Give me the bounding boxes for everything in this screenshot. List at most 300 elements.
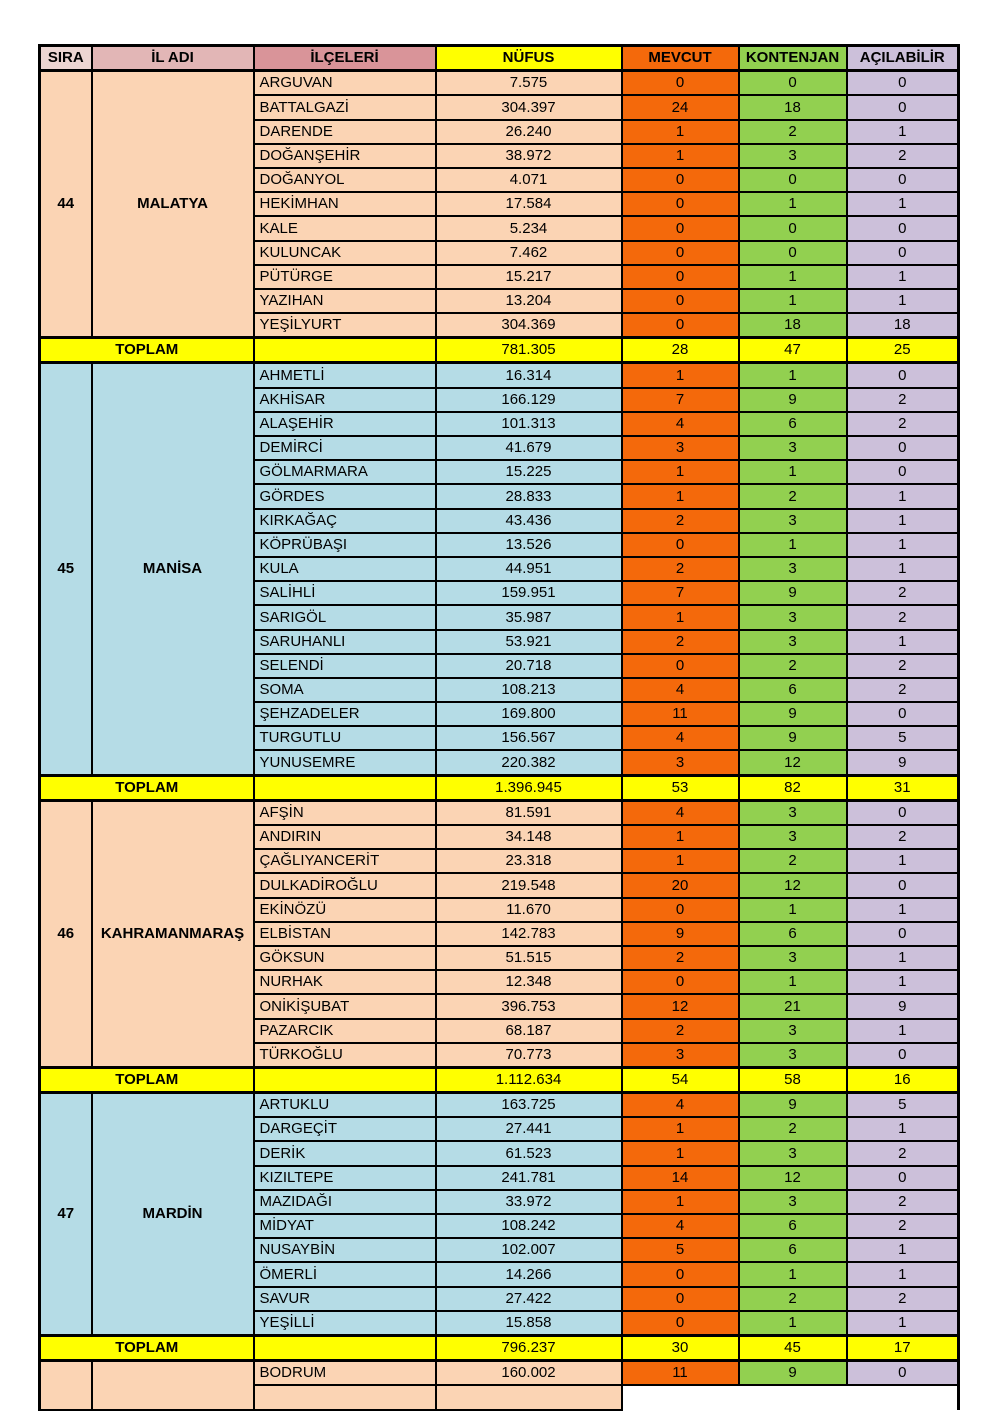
nufus-cell: 23.318: [436, 849, 622, 873]
kontenjan-cell: 0: [739, 241, 847, 265]
nufus-cell: 241.781: [436, 1166, 622, 1190]
nufus-cell: 219.548: [436, 873, 622, 897]
ilce-cell: EKİNÖZÜ: [254, 898, 436, 922]
toplam-ilce-empty: [254, 1335, 436, 1360]
ilce-cell: GÖLMARMARA: [254, 460, 436, 484]
header-row: [40, 46, 959, 71]
kontenjan-cell: 3: [739, 800, 847, 825]
nufus-cell: 220.382: [436, 750, 622, 775]
col-header-acilabilir: AÇILABİLİR: [847, 46, 959, 71]
nufus-cell: 160.002: [436, 1361, 622, 1386]
mevcut-cell: 2: [622, 946, 739, 970]
ilce-cell: PAZARCIK: [254, 1019, 436, 1043]
mevcut-cell: 0: [622, 1287, 739, 1311]
nufus-cell: 108.242: [436, 1214, 622, 1238]
province-district-table: [38, 44, 960, 1411]
ilce-cell: SAVUR: [254, 1287, 436, 1311]
sira-cell: 45: [40, 363, 92, 775]
ilce-cell: DERİK: [254, 1141, 436, 1165]
acilabilir-cell: 1: [847, 849, 959, 873]
mevcut-cell: 3: [622, 436, 739, 460]
kontenjan-cell: 0: [739, 216, 847, 240]
nufus-cell: 14.266: [436, 1262, 622, 1286]
sira-cell: 44: [40, 71, 92, 338]
il-adi-cell: MALATYA: [92, 71, 254, 338]
nufus-cell: 7.575: [436, 71, 622, 96]
mevcut-cell: 0: [622, 654, 739, 678]
mevcut-cell: 0: [622, 168, 739, 192]
acilabilir-cell: 2: [847, 1287, 959, 1311]
acilabilir-cell: 0: [847, 71, 959, 96]
kontenjan-cell: 9: [739, 1361, 847, 1386]
il-adi-cell: MARDİN: [92, 1093, 254, 1336]
mevcut-cell: 0: [622, 216, 739, 240]
toplam-nufus-cell: 781.305: [436, 338, 622, 363]
acilabilir-cell: 9: [847, 750, 959, 775]
kontenjan-cell: 1: [739, 363, 847, 388]
kontenjan-cell: 12: [739, 750, 847, 775]
acilabilir-cell: 2: [847, 825, 959, 849]
nufus-cell: 20.718: [436, 654, 622, 678]
acilabilir-cell: 0: [847, 436, 959, 460]
toplam-ilce-empty: [254, 775, 436, 800]
acilabilir-cell: 0: [847, 702, 959, 726]
ilce-cell: SELENDİ: [254, 654, 436, 678]
kontenjan-cell: 2: [739, 484, 847, 508]
ilce-cell: AFŞİN: [254, 800, 436, 825]
acilabilir-cell: 2: [847, 678, 959, 702]
acilabilir-cell: 1: [847, 509, 959, 533]
ilce-cell: GÖRDES: [254, 484, 436, 508]
kontenjan-cell: 9: [739, 388, 847, 412]
col-header-ilceleri: İLÇELERİ: [254, 46, 436, 71]
stub-cut-cell: [739, 1385, 847, 1409]
district-row: [40, 71, 959, 96]
toplam-row: [40, 1335, 959, 1360]
toplam-mevcut-cell: 53: [622, 775, 739, 800]
ilce-cell: GÖKSUN: [254, 946, 436, 970]
ilce-cell: MAZIDAĞI: [254, 1190, 436, 1214]
toplam-row: [40, 338, 959, 363]
acilabilir-cell: 0: [847, 363, 959, 388]
col-header-nufus: NÜFUS: [436, 46, 622, 71]
kontenjan-cell: 1: [739, 970, 847, 994]
nufus-cell: 11.670: [436, 898, 622, 922]
acilabilir-cell: 1: [847, 1311, 959, 1336]
ilce-cell: TURGUTLU: [254, 726, 436, 750]
kontenjan-cell: 21: [739, 994, 847, 1018]
table-body: [40, 71, 959, 1410]
ilce-cell: DULKADİROĞLU: [254, 873, 436, 897]
nufus-cell: 102.007: [436, 1238, 622, 1262]
ilce-cell: KULA: [254, 557, 436, 581]
kontenjan-cell: 1: [739, 898, 847, 922]
kontenjan-cell: 9: [739, 702, 847, 726]
mevcut-cell: 4: [622, 1093, 739, 1118]
mevcut-cell: 2: [622, 509, 739, 533]
nufus-cell: 28.833: [436, 484, 622, 508]
acilabilir-cell: 1: [847, 557, 959, 581]
toplam-kontenjan-cell: 82: [739, 775, 847, 800]
acilabilir-cell: 0: [847, 1043, 959, 1068]
col-header-kontenjan: KONTENJAN: [739, 46, 847, 71]
toplam-kontenjan-cell: 58: [739, 1067, 847, 1092]
sira-cell: 47: [40, 1093, 92, 1336]
ilce-cell: KÖPRÜBAŞI: [254, 533, 436, 557]
il-adi-cell: [92, 1361, 254, 1410]
mevcut-cell: 7: [622, 581, 739, 605]
district-row: [40, 800, 959, 825]
nufus-cell: 35.987: [436, 605, 622, 629]
toplam-row: [40, 775, 959, 800]
ilce-cell: NUSAYBİN: [254, 1238, 436, 1262]
kontenjan-cell: 6: [739, 1214, 847, 1238]
ilce-cell: MİDYAT: [254, 1214, 436, 1238]
nufus-cell: 5.234: [436, 216, 622, 240]
mevcut-cell: 9: [622, 922, 739, 946]
kontenjan-cell: 18: [739, 313, 847, 338]
kontenjan-cell: 9: [739, 1093, 847, 1118]
toplam-kontenjan-cell: 47: [739, 338, 847, 363]
toplam-nufus-cell: 1.396.945: [436, 775, 622, 800]
kontenjan-cell: 3: [739, 946, 847, 970]
col-header-sira: SIRA: [40, 46, 92, 71]
acilabilir-cell: 1: [847, 289, 959, 313]
nufus-cell: 16.314: [436, 363, 622, 388]
stub-cut-cell: [847, 1385, 959, 1409]
toplam-acilabilir-cell: 16: [847, 1067, 959, 1092]
acilabilir-cell: 2: [847, 144, 959, 168]
kontenjan-cell: 2: [739, 1287, 847, 1311]
acilabilir-cell: 1: [847, 1262, 959, 1286]
nufus-cell: 68.187: [436, 1019, 622, 1043]
toplam-mevcut-cell: 30: [622, 1335, 739, 1360]
mevcut-cell: 11: [622, 1361, 739, 1386]
ilce-cell: SOMA: [254, 678, 436, 702]
ilce-cell: YEŞİLLİ: [254, 1311, 436, 1336]
kontenjan-cell: 3: [739, 630, 847, 654]
nufus-cell: 81.591: [436, 800, 622, 825]
nufus-cell: 41.679: [436, 436, 622, 460]
ilce-cell: ÖMERLİ: [254, 1262, 436, 1286]
kontenjan-cell: 2: [739, 120, 847, 144]
mevcut-cell: 2: [622, 557, 739, 581]
acilabilir-cell: 9: [847, 994, 959, 1018]
col-header-il-adi: İL ADI: [92, 46, 254, 71]
nufus-cell: 15.225: [436, 460, 622, 484]
toplam-acilabilir-cell: 25: [847, 338, 959, 363]
stub-ilce-cell: [254, 1385, 436, 1409]
mevcut-cell: 0: [622, 192, 739, 216]
ilce-cell: BODRUM: [254, 1361, 436, 1386]
acilabilir-cell: 2: [847, 1141, 959, 1165]
acilabilir-cell: 2: [847, 388, 959, 412]
mevcut-cell: 1: [622, 484, 739, 508]
kontenjan-cell: 3: [739, 605, 847, 629]
acilabilir-cell: 0: [847, 800, 959, 825]
kontenjan-cell: 1: [739, 192, 847, 216]
ilce-cell: ALAŞEHİR: [254, 412, 436, 436]
ilce-cell: BATTALGAZİ: [254, 95, 436, 119]
mevcut-cell: 4: [622, 1214, 739, 1238]
ilce-cell: NURHAK: [254, 970, 436, 994]
toplam-label: TOPLAM: [40, 775, 254, 800]
kontenjan-cell: 12: [739, 1166, 847, 1190]
mevcut-cell: 7: [622, 388, 739, 412]
nufus-cell: 15.217: [436, 265, 622, 289]
nufus-cell: 159.951: [436, 581, 622, 605]
mevcut-cell: 4: [622, 678, 739, 702]
nufus-cell: 15.858: [436, 1311, 622, 1336]
ilce-cell: ELBİSTAN: [254, 922, 436, 946]
nufus-cell: 61.523: [436, 1141, 622, 1165]
nufus-cell: 166.129: [436, 388, 622, 412]
mevcut-cell: 3: [622, 750, 739, 775]
acilabilir-cell: 18: [847, 313, 959, 338]
nufus-cell: 169.800: [436, 702, 622, 726]
mevcut-cell: 24: [622, 95, 739, 119]
mevcut-cell: 1: [622, 460, 739, 484]
mevcut-cell: 1: [622, 605, 739, 629]
acilabilir-cell: 0: [847, 1166, 959, 1190]
district-row: [40, 1093, 959, 1118]
nufus-cell: 12.348: [436, 970, 622, 994]
toplam-acilabilir-cell: 17: [847, 1335, 959, 1360]
mevcut-cell: 12: [622, 994, 739, 1018]
mevcut-cell: 0: [622, 241, 739, 265]
nufus-cell: 70.773: [436, 1043, 622, 1068]
kontenjan-cell: 3: [739, 557, 847, 581]
kontenjan-cell: 0: [739, 168, 847, 192]
ilce-cell: KIRKAĞAÇ: [254, 509, 436, 533]
mevcut-cell: 0: [622, 533, 739, 557]
toplam-mevcut-cell: 28: [622, 338, 739, 363]
nufus-cell: 34.148: [436, 825, 622, 849]
ilce-cell: ŞEHZADELER: [254, 702, 436, 726]
acilabilir-cell: 0: [847, 1361, 959, 1386]
toplam-row: [40, 1067, 959, 1092]
mevcut-cell: 3: [622, 1043, 739, 1068]
kontenjan-cell: 18: [739, 95, 847, 119]
ilce-cell: SARIGÖL: [254, 605, 436, 629]
il-adi-cell: KAHRAMANMARAŞ: [92, 800, 254, 1067]
ilce-cell: DOĞANYOL: [254, 168, 436, 192]
nufus-cell: 27.422: [436, 1287, 622, 1311]
toplam-label: TOPLAM: [40, 338, 254, 363]
nufus-cell: 26.240: [436, 120, 622, 144]
nufus-cell: 304.369: [436, 313, 622, 338]
nufus-cell: 44.951: [436, 557, 622, 581]
nufus-cell: 108.213: [436, 678, 622, 702]
acilabilir-cell: 1: [847, 898, 959, 922]
acilabilir-cell: 2: [847, 654, 959, 678]
ilce-cell: KULUNCAK: [254, 241, 436, 265]
kontenjan-cell: 3: [739, 1141, 847, 1165]
mevcut-cell: 1: [622, 144, 739, 168]
ilce-cell: ÇAĞLIYANCERİT: [254, 849, 436, 873]
toplam-ilce-empty: [254, 338, 436, 363]
kontenjan-cell: 3: [739, 1043, 847, 1068]
acilabilir-cell: 1: [847, 192, 959, 216]
kontenjan-cell: 1: [739, 460, 847, 484]
mevcut-cell: 20: [622, 873, 739, 897]
nufus-cell: 396.753: [436, 994, 622, 1018]
acilabilir-cell: 0: [847, 873, 959, 897]
sira-cell: 46: [40, 800, 92, 1067]
acilabilir-cell: 0: [847, 95, 959, 119]
nufus-cell: 27.441: [436, 1117, 622, 1141]
acilabilir-cell: 0: [847, 460, 959, 484]
kontenjan-cell: 1: [739, 1311, 847, 1336]
mevcut-cell: 1: [622, 1141, 739, 1165]
kontenjan-cell: 3: [739, 509, 847, 533]
nufus-cell: 13.204: [436, 289, 622, 313]
ilce-cell: YUNUSEMRE: [254, 750, 436, 775]
ilce-cell: ONİKİŞUBAT: [254, 994, 436, 1018]
nufus-cell: 7.462: [436, 241, 622, 265]
mevcut-cell: 0: [622, 970, 739, 994]
toplam-ilce-empty: [254, 1067, 436, 1092]
nufus-cell: 33.972: [436, 1190, 622, 1214]
document-page: [38, 44, 958, 1411]
ilce-cell: AKHİSAR: [254, 388, 436, 412]
acilabilir-cell: 5: [847, 726, 959, 750]
kontenjan-cell: 9: [739, 726, 847, 750]
ilce-cell: DARGEÇİT: [254, 1117, 436, 1141]
mevcut-cell: 1: [622, 120, 739, 144]
mevcut-cell: 1: [622, 849, 739, 873]
kontenjan-cell: 2: [739, 1117, 847, 1141]
acilabilir-cell: 1: [847, 120, 959, 144]
toplam-nufus-cell: 1.112.634: [436, 1067, 622, 1092]
toplam-nufus-cell: 796.237: [436, 1335, 622, 1360]
acilabilir-cell: 2: [847, 412, 959, 436]
kontenjan-cell: 3: [739, 1019, 847, 1043]
ilce-cell: YEŞİLYURT: [254, 313, 436, 338]
acilabilir-cell: 1: [847, 1238, 959, 1262]
nufus-cell: 304.397: [436, 95, 622, 119]
toplam-mevcut-cell: 54: [622, 1067, 739, 1092]
nufus-cell: 163.725: [436, 1093, 622, 1118]
mevcut-cell: 2: [622, 630, 739, 654]
kontenjan-cell: 6: [739, 678, 847, 702]
district-row: [40, 1361, 959, 1386]
kontenjan-cell: 6: [739, 1238, 847, 1262]
kontenjan-cell: 12: [739, 873, 847, 897]
kontenjan-cell: 1: [739, 533, 847, 557]
acilabilir-cell: 1: [847, 265, 959, 289]
ilce-cell: AHMETLİ: [254, 363, 436, 388]
nufus-cell: 101.313: [436, 412, 622, 436]
mevcut-cell: 1: [622, 1117, 739, 1141]
kontenjan-cell: 2: [739, 849, 847, 873]
kontenjan-cell: 1: [739, 289, 847, 313]
ilce-cell: TÜRKOĞLU: [254, 1043, 436, 1068]
acilabilir-cell: 5: [847, 1093, 959, 1118]
acilabilir-cell: 1: [847, 946, 959, 970]
nufus-cell: 4.071: [436, 168, 622, 192]
acilabilir-cell: 1: [847, 1019, 959, 1043]
acilabilir-cell: 2: [847, 1214, 959, 1238]
kontenjan-cell: 9: [739, 581, 847, 605]
district-row: [40, 363, 959, 388]
mevcut-cell: 0: [622, 265, 739, 289]
mevcut-cell: 0: [622, 1311, 739, 1336]
kontenjan-cell: 3: [739, 436, 847, 460]
ilce-cell: HEKİMHAN: [254, 192, 436, 216]
stub-nufus-cell: [436, 1385, 622, 1409]
nufus-cell: 43.436: [436, 509, 622, 533]
kontenjan-cell: 6: [739, 412, 847, 436]
mevcut-cell: 1: [622, 825, 739, 849]
nufus-cell: 38.972: [436, 144, 622, 168]
mevcut-cell: 11: [622, 702, 739, 726]
kontenjan-cell: 2: [739, 654, 847, 678]
mevcut-cell: 4: [622, 412, 739, 436]
nufus-cell: 156.567: [436, 726, 622, 750]
ilce-cell: KIZILTEPE: [254, 1166, 436, 1190]
nufus-cell: 53.921: [436, 630, 622, 654]
nufus-cell: 142.783: [436, 922, 622, 946]
il-adi-cell: MANİSA: [92, 363, 254, 775]
toplam-label: TOPLAM: [40, 1067, 254, 1092]
acilabilir-cell: 0: [847, 922, 959, 946]
ilce-cell: ARTUKLU: [254, 1093, 436, 1118]
ilce-cell: DEMİRCİ: [254, 436, 436, 460]
mevcut-cell: 0: [622, 898, 739, 922]
kontenjan-cell: 0: [739, 71, 847, 96]
mevcut-cell: 0: [622, 289, 739, 313]
ilce-cell: SARUHANLI: [254, 630, 436, 654]
acilabilir-cell: 0: [847, 168, 959, 192]
stub-cut-cell: [622, 1385, 739, 1409]
acilabilir-cell: 2: [847, 581, 959, 605]
ilce-cell: DOĞANŞEHİR: [254, 144, 436, 168]
nufus-cell: 17.584: [436, 192, 622, 216]
mevcut-cell: 2: [622, 1019, 739, 1043]
kontenjan-cell: 3: [739, 144, 847, 168]
ilce-cell: PÜTÜRGE: [254, 265, 436, 289]
toplam-acilabilir-cell: 31: [847, 775, 959, 800]
ilce-cell: YAZIHAN: [254, 289, 436, 313]
acilabilir-cell: 0: [847, 241, 959, 265]
kontenjan-cell: 3: [739, 1190, 847, 1214]
acilabilir-cell: 1: [847, 533, 959, 557]
ilce-cell: DARENDE: [254, 120, 436, 144]
nufus-cell: 51.515: [436, 946, 622, 970]
sira-cell: [40, 1361, 92, 1410]
kontenjan-cell: 1: [739, 1262, 847, 1286]
mevcut-cell: 14: [622, 1166, 739, 1190]
mevcut-cell: 0: [622, 1262, 739, 1286]
mevcut-cell: 1: [622, 363, 739, 388]
kontenjan-cell: 1: [739, 265, 847, 289]
acilabilir-cell: 1: [847, 970, 959, 994]
acilabilir-cell: 1: [847, 1117, 959, 1141]
acilabilir-cell: 2: [847, 1190, 959, 1214]
kontenjan-cell: 3: [739, 825, 847, 849]
kontenjan-cell: 6: [739, 922, 847, 946]
toplam-label: TOPLAM: [40, 1335, 254, 1360]
mevcut-cell: 0: [622, 71, 739, 96]
ilce-cell: SALİHLİ: [254, 581, 436, 605]
nufus-cell: 13.526: [436, 533, 622, 557]
ilce-cell: ARGUVAN: [254, 71, 436, 96]
acilabilir-cell: 0: [847, 216, 959, 240]
col-header-mevcut: MEVCUT: [622, 46, 739, 71]
ilce-cell: KALE: [254, 216, 436, 240]
mevcut-cell: 4: [622, 800, 739, 825]
